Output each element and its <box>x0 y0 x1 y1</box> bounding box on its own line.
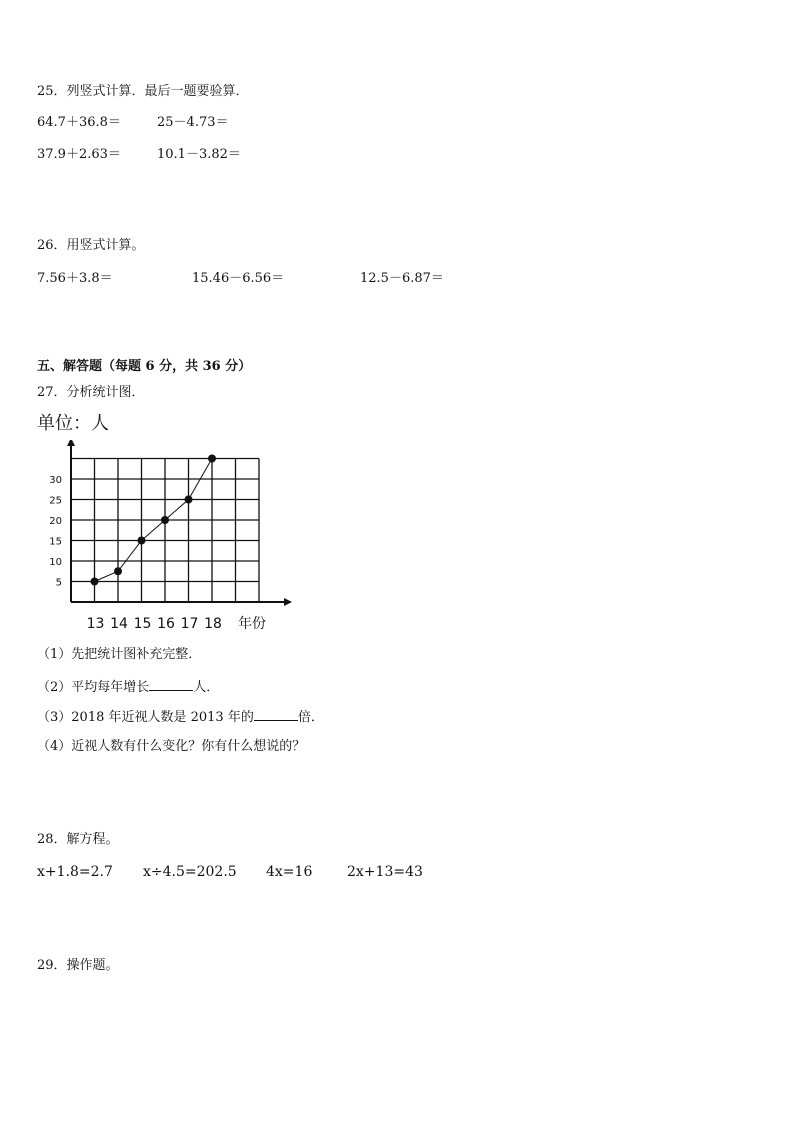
chart-x-axis-label: 年份 <box>238 616 266 632</box>
x-tick-label: 17 <box>180 616 199 632</box>
data-point <box>185 496 193 504</box>
data-point <box>138 537 146 545</box>
y-tick-label: 5 <box>55 577 62 589</box>
q27-sub3-pre: （3）2018 年近视人数是 2013 年的 <box>37 710 254 725</box>
q27-sub3-blank[interactable] <box>254 708 298 721</box>
q27-sub2-blank[interactable] <box>149 678 193 691</box>
q28-item-2: x÷4.5=202.5 <box>143 864 237 880</box>
y-tick-label: 10 <box>49 557 62 568</box>
q29-title: 29．操作题。 <box>37 958 119 973</box>
q25-title: 25．列竖式计算．最后一题要验算． <box>37 84 249 99</box>
chart-y-ticks <box>49 475 62 589</box>
chart-unit-label: 单位：人 <box>37 413 109 434</box>
q27-sub2-pre: （2）平均每年增长 <box>37 680 150 695</box>
y-tick-label: 25 <box>49 495 62 507</box>
q25-item-1: 64.7＋36.8＝ <box>37 115 121 130</box>
line-chart <box>30 440 310 640</box>
section5-title: 五、解答题（每题 6 分，共 36 分） <box>37 359 252 374</box>
data-point <box>91 578 99 586</box>
y-tick-label: 20 <box>49 516 62 527</box>
y-axis-arrow <box>67 440 75 446</box>
x-tick-label: 18 <box>204 616 222 632</box>
x-tick-label: 15 <box>133 616 152 632</box>
y-tick-label: 15 <box>49 536 62 548</box>
q25-item-2: 25－4.73＝ <box>157 115 229 130</box>
chart-x-ticks <box>87 616 222 632</box>
q25-item-3: 37.9＋2.63＝ <box>37 147 121 162</box>
q27-sub1: （1）先把统计图补充完整． <box>37 647 202 662</box>
x-tick-label: 14 <box>110 616 128 632</box>
chart-grid <box>71 459 259 603</box>
q27-sub2 <box>37 678 219 696</box>
q25-item-4: 10.1－3.82＝ <box>157 147 241 162</box>
q26-item-3: 12.5－6.87＝ <box>360 271 444 286</box>
q27-sub3 <box>37 708 324 726</box>
q26-title: 26．用竖式计算。 <box>37 238 145 253</box>
q27-title: 27．分析统计图． <box>37 385 145 400</box>
q26-item-2: 15.46－6.56＝ <box>192 271 285 286</box>
q27-sub2-post: 人． <box>193 680 220 695</box>
q27-sub4: （4）近视人数有什么变化？你有什么想说的？ <box>37 739 306 754</box>
x-tick-label: 16 <box>157 616 175 632</box>
q28-item-4: 2x+13=43 <box>347 864 423 880</box>
q28-title: 28．解方程。 <box>37 832 119 847</box>
data-point <box>161 516 169 524</box>
q27-sub3-post: 倍． <box>297 710 324 725</box>
q28-item-1: x+1.8=2.7 <box>37 864 113 880</box>
x-axis-arrow <box>284 598 292 606</box>
y-tick-label: 30 <box>49 475 62 486</box>
data-point <box>114 567 122 575</box>
data-point <box>208 455 216 463</box>
q26-item-1: 7.56＋3.8＝ <box>37 271 113 286</box>
q28-item-3: 4x=16 <box>266 864 313 880</box>
x-tick-label: 13 <box>86 616 105 632</box>
